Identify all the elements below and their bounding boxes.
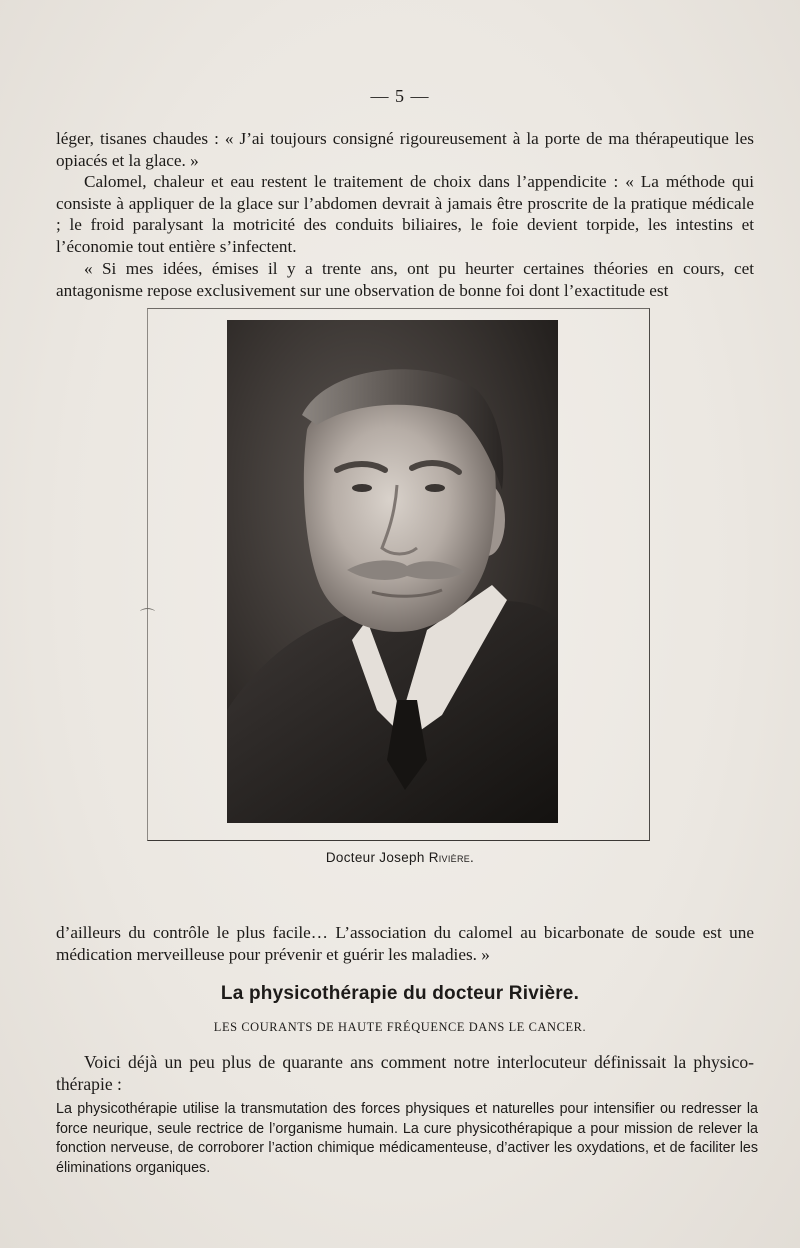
caption-prefix: Docteur Joseph <box>325 850 425 865</box>
paragraph-4: d’ailleurs du contrôle le plus facile… L’association du calomel au bicarbonate de soude est une médication merveilleuse pour prévenir et guérir les maladies. » <box>56 923 754 964</box>
paragraph-6: La physicothérapie utilise la transmutation des forces physiques et naturelles pour intensifier ou redresser la force neurique, seule rectrice de l’organisme humain. La cure physicothérapique a pour mission de relever la fonction nerveuse, de corroborer l’action chimique médicamenteuse, d’activer les oxydations, et de faciliter les éliminations organiques. <box>56 1101 758 1176</box>
caption-name: Rivière. <box>428 850 475 865</box>
margin-pencil-mark: ⌒ <box>140 609 156 625</box>
paragraph-5: Voici déjà un peu plus de quarante ans comment notre interlocuteur définissait la physico-thérapie : <box>56 1052 754 1094</box>
paragraph-2: Calomel, chaleur et eau restent le traitement de choix dans l’appendicite : « La méthode qui consiste à appliquer de la glace sur l’abdomen devrait à jamais être proscrite de la pratique médicale ; le froid paralysant la motricité des conduits biliaires, le foie devient torpide, les intestins et l’économie tout entière s’infectent. <box>56 172 754 256</box>
section-heading: La physicothérapie du docteur Rivière. <box>220 983 580 1004</box>
section-subheading: LES COURANTS DE HAUTE FRÉQUENCE DANS LE CANCER. <box>213 1020 587 1034</box>
portrait-photo <box>227 320 558 823</box>
photo-caption <box>0 850 800 865</box>
paragraph-1: léger, tisanes chaudes : « J’ai toujours consigné rigoureusement à la porte de ma thérapeutique les opiacés et la glace. » <box>56 129 754 170</box>
paragraph-3: « Si mes idées, émises il y a trente ans, ont pu heurter certaines théories en cours, cet antagonisme repose exclusivement sur une observation de bonne foi dont l’exactitude est <box>56 259 754 300</box>
page-number: — 5 — <box>370 86 430 106</box>
